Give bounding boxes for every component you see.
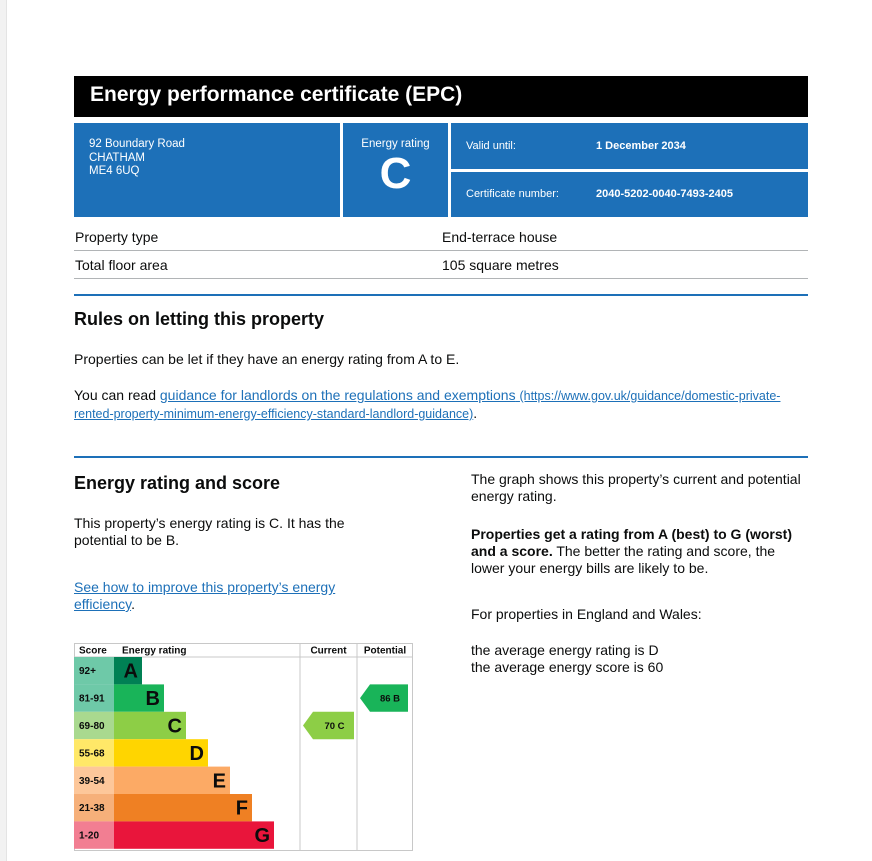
band-f-range: 21-38 bbox=[79, 803, 105, 815]
improve-suffix: . bbox=[131, 596, 135, 612]
address-line-2: CHATHAM bbox=[89, 151, 146, 164]
band-g-letter: G bbox=[254, 825, 270, 848]
improve-paragraph bbox=[74, 579, 374, 613]
band-c-letter: C bbox=[167, 715, 182, 738]
floor-area-value: 105 square metres bbox=[442, 257, 559, 273]
landlord-guidance-link-text: guidance for landlords on the regulations and exemptions bbox=[159, 387, 516, 403]
letting-paragraph: Properties can be let if they have an energy rating from A to E. bbox=[74, 351, 460, 367]
band-f-bar bbox=[114, 794, 252, 821]
header-current: Current bbox=[310, 645, 347, 657]
guidance-prefix: You can read bbox=[74, 387, 160, 403]
england-wales-paragraph: For properties in England and Wales: bbox=[471, 606, 702, 622]
certificate-number-row bbox=[451, 172, 808, 218]
letting-guidance-paragraph bbox=[74, 387, 808, 423]
rating-explanation bbox=[471, 526, 808, 577]
band-e-letter: E bbox=[212, 770, 226, 793]
rating-explanation-rest: The better the rating and score, the lower your energy bills are likely to be. bbox=[471, 543, 776, 576]
summary-grid bbox=[74, 123, 808, 217]
band-a-range: 92+ bbox=[79, 666, 96, 678]
property-summary-table bbox=[74, 223, 808, 279]
energy-rating-chart-svg bbox=[74, 643, 413, 851]
rating-explanation-bold: Properties get a rating from A (best) to G (worst) and a score. bbox=[471, 526, 792, 559]
average-score-line: the average energy score is 60 bbox=[471, 659, 664, 675]
certificate-meta bbox=[451, 123, 808, 217]
valid-until-row bbox=[451, 123, 808, 169]
header-score: Score bbox=[79, 645, 107, 657]
band-c-range: 69-80 bbox=[79, 721, 105, 732]
energy-score-paragraph: This property’s energy rating is C. It has the potential to be B. bbox=[74, 515, 345, 548]
header-energy-rating: Energy rating bbox=[122, 645, 187, 657]
header-potential: Potential bbox=[363, 645, 407, 657]
property-type-value: End-terrace house bbox=[442, 229, 558, 245]
address-line-3: ME4 6UQ bbox=[89, 165, 140, 177]
band-b-letter: B bbox=[145, 688, 160, 711]
page-title: Energy performance certificate (EPC) bbox=[74, 76, 808, 117]
energy-rating-letter: C bbox=[379, 149, 412, 198]
energy-rating-label: Energy rating bbox=[361, 138, 430, 150]
valid-until-value: 1 December 2034 bbox=[596, 139, 686, 152]
band-e-range: 39-54 bbox=[79, 775, 105, 787]
valid-until-label: Valid until: bbox=[466, 139, 516, 152]
section-divider bbox=[74, 294, 808, 296]
property-type-label: Property type bbox=[75, 229, 159, 245]
potential-rating-label: 86 B bbox=[379, 693, 401, 705]
band-b-range: 81-91 bbox=[79, 693, 105, 705]
landlord-guidance-link[interactable] bbox=[74, 387, 780, 421]
average-rating-line: the average energy rating is D bbox=[471, 642, 659, 658]
window-edge bbox=[0, 0, 7, 861]
certificate-number-value: 2040-5202-0040-7493-2405 bbox=[596, 188, 734, 201]
energy-rating-chart bbox=[74, 643, 413, 851]
floor-area-label: Total floor area bbox=[75, 257, 168, 273]
address-line-1: 92 Boundary Road bbox=[89, 138, 185, 150]
energy-score-heading: Energy rating and score bbox=[74, 473, 281, 493]
section-divider bbox=[74, 456, 808, 458]
band-d-letter: D bbox=[189, 742, 204, 765]
guidance-suffix: . bbox=[473, 405, 478, 421]
certificate-number-label: Certificate number: bbox=[466, 188, 559, 201]
epc-page bbox=[74, 76, 808, 851]
improve-efficiency-link[interactable]: See how to improve this property’s energy efficiency bbox=[74, 579, 336, 612]
band-d-range: 55-68 bbox=[79, 748, 105, 760]
band-a-letter: A bbox=[123, 660, 138, 683]
floor-area-row bbox=[74, 251, 808, 279]
energy-score-section bbox=[74, 471, 808, 851]
current-rating-label: 70 C bbox=[324, 721, 345, 732]
energy-rating-box bbox=[343, 123, 448, 217]
band-f-letter: F bbox=[235, 797, 248, 820]
energy-score-right-column bbox=[471, 471, 808, 851]
letting-heading: Rules on letting this property bbox=[74, 309, 325, 329]
landlord-guidance-url: (https://www.gov.uk/guidance/domestic-private-rented-property-minimum-energy-efficiency-standard-landlord-guidance) bbox=[74, 389, 781, 421]
property-type-row bbox=[74, 223, 808, 251]
energy-score-left-column bbox=[74, 471, 470, 851]
address-block bbox=[74, 123, 340, 217]
band-g-range: 1-20 bbox=[79, 830, 100, 842]
band-g-bar bbox=[114, 821, 274, 848]
graph-explanation: The graph shows this property’s current and potential energy rating. bbox=[471, 471, 801, 504]
